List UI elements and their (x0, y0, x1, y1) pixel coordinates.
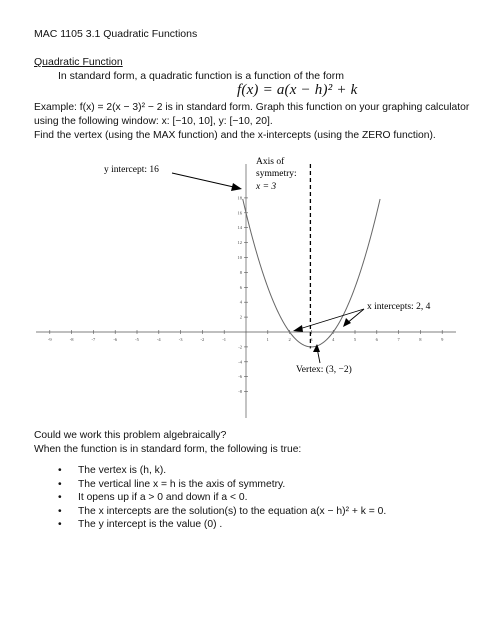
axis-label-line-3: x = 3 (256, 182, 277, 192)
x-tick-label: 8 (419, 337, 422, 342)
y-intercept-label: y intercept: 16 (104, 165, 159, 175)
y-tick-label: 4 (239, 299, 242, 305)
example-line-3: Find the vertex (using the MAX function) and the x-intercepts (using the ZERO function). (34, 130, 436, 141)
y-tick-label: -2 (238, 344, 242, 350)
y-tick-label: 16 (237, 210, 242, 216)
x-tick-label: -6 (113, 337, 118, 342)
property-item: • The vertical line x = h is the axis of symmetry. (58, 478, 386, 492)
y-tick-label: -4 (238, 359, 242, 365)
y-tick-label: -8 (238, 389, 242, 395)
y-tick-label: 12 (237, 240, 242, 246)
x-intercept-arrow-1 (296, 309, 364, 330)
y-tick-label: 14 (237, 225, 242, 231)
x-tick-label: -3 (178, 337, 183, 342)
example-line-2: using the following window: x: [−10, 10], y: [−10, 20]. (34, 116, 273, 127)
question-line-2: When the function is in standard form, the following is true: (34, 444, 302, 455)
x-tick-label: 5 (353, 337, 357, 342)
x-tick-label: 2 (288, 337, 291, 342)
axis-label-line-1: Axis of (256, 157, 285, 167)
property-item: • The vertex is (h, k). (58, 464, 386, 478)
x-tick-label: -7 (91, 337, 96, 342)
axis-label-line-2: symmetry: (256, 169, 297, 179)
y-intercept-arrowhead (231, 183, 242, 191)
x-tick-label: 6 (375, 337, 378, 342)
x-tick-label: -4 (156, 337, 161, 342)
x-intercept-arrowhead-1 (293, 325, 303, 332)
x-tick-label: 3 (310, 337, 313, 342)
y-tick-label: -6 (238, 374, 242, 380)
y-tick-label: 10 (237, 255, 242, 260)
property-item: • The y intercept is the value (0) . (58, 518, 386, 532)
x-tick-label: -5 (135, 337, 139, 342)
y-tick-label: 6 (239, 284, 242, 290)
y-tick-label: 8 (239, 269, 242, 275)
x-tick-label: 4 (332, 337, 335, 342)
y-intercept-arrow (172, 173, 238, 188)
property-item: • The x intercepts are the solution(s) to the equation a(x − h)² + k = 0. (58, 505, 386, 519)
quadratic-graph (34, 152, 464, 422)
example-line-1: Example: f(x) = 2(x − 3)² − 2 is in standard form. Graph this function on your graphing calculator (34, 102, 470, 113)
x-intercepts-label: x intercepts: 2, 4 (367, 302, 431, 312)
property-item: • It opens up if a > 0 and down if a < 0. (58, 491, 386, 505)
x-intercept-arrowhead-2 (343, 318, 351, 327)
x-tick-label: -9 (47, 337, 52, 342)
y-tick-label: 2 (239, 314, 242, 320)
x-tick-label: -2 (200, 337, 205, 342)
properties-list (58, 464, 386, 532)
x-tick-label: 7 (397, 337, 400, 342)
y-tick-label: 18 (237, 195, 242, 201)
parabola-curve (243, 199, 380, 347)
vertex-label: Vertex: (3, −2) (296, 365, 352, 375)
x-tick-label: -1 (222, 337, 227, 342)
question-line-1: Could we work this problem algebraically? (34, 430, 227, 441)
standard-form-formula: f(x) = a(x − h)² + k (237, 82, 358, 98)
section-heading: Quadratic Function (34, 56, 123, 68)
x-tick-label: 9 (441, 337, 444, 342)
intro-text: In standard form, a quadratic function is a function of the form (58, 70, 344, 82)
x-tick-label: -8 (69, 337, 74, 342)
document-title: MAC 1105 3.1 Quadratic Functions (34, 28, 198, 40)
x-tick-label: 1 (266, 337, 269, 342)
